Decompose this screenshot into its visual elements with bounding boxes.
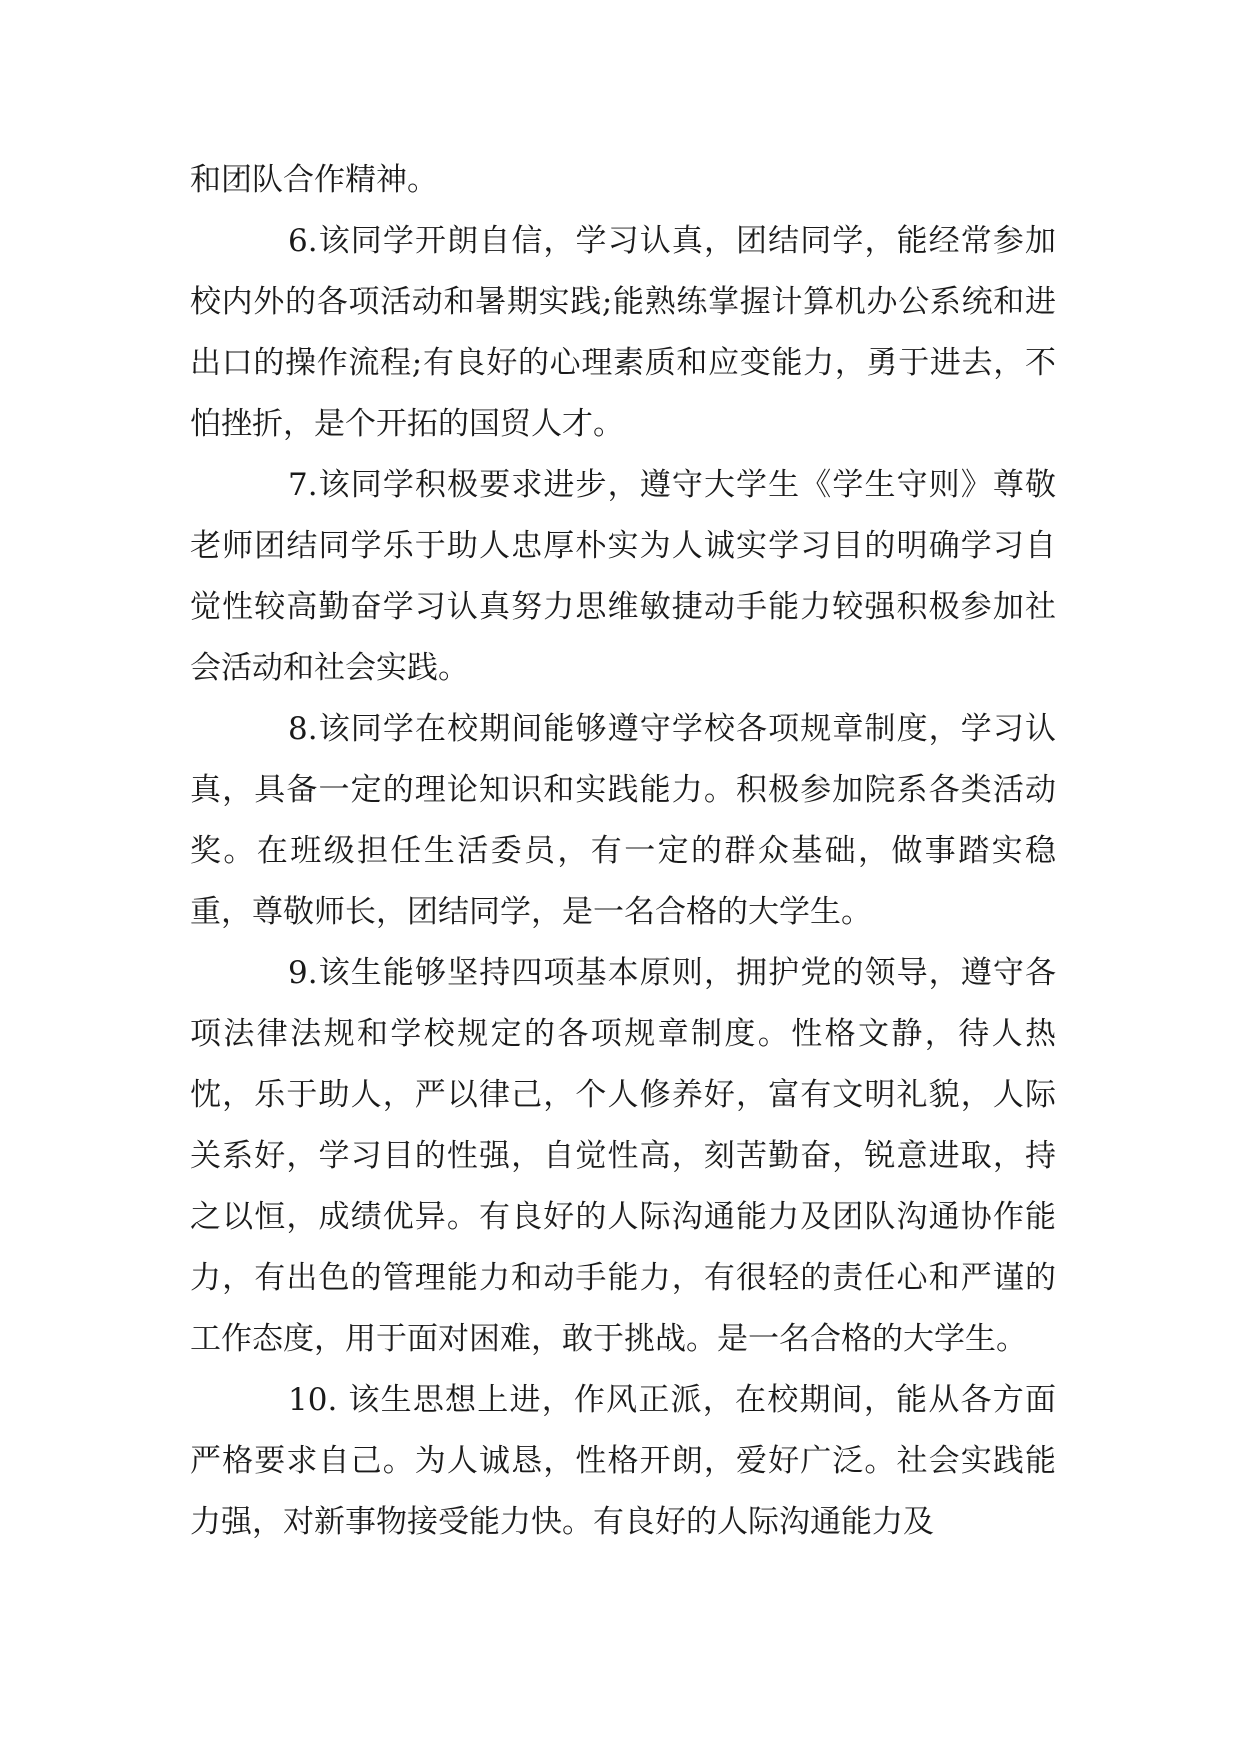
document-body [190, 150, 1056, 1553]
paragraph-item-8: 8.该同学在校期间能够遵守学校各项规章制度，学习认真，具备一定的理论知识和实践能力。积极参加院系各类活动奖。在班级担任生活委员，有一定的群众基础，做事踏实稳重，尊敬师长，团结同学，是一名合格的大学生。 [190, 711, 1056, 930]
paragraph-item-10: 10. 该生思想上进，作风正派，在校期间，能从各方面严格要求自己。为人诚恳，性格开朗，爱好广泛。社会实践能力强，对新事物接受能力快。有良好的人际沟通能力及 [190, 1382, 1056, 1540]
paragraph-item-7: 7.该同学积极要求进步，遵守大学生《学生守则》尊敬老师团结同学乐于助人忠厚朴实为人诚实学习目的明确学习自觉性较高勤奋学习认真努力思维敏捷动手能力较强积极参加社会活动和社会实践。 [190, 467, 1056, 686]
paragraph-item-9: 9.该生能够坚持四项基本原则，拥护党的领导，遵守各项法律法规和学校规定的各项规章制度。性格文静，待人热忱，乐于助人，严以律己，个人修养好，富有文明礼貌，人际关系好，学习目的性强，自觉性高，刻苦勤奋，锐意进取，持之以恒，成绩优异。有良好的人际沟通能力及团队沟通协作能力，有出色的管理能力和动手能力，有很轻的责任心和严谨的工作态度，用于面对困难，敢于挑战。是一名合格的大学生。 [190, 955, 1056, 1357]
paragraph-continuation: 和团队合作精神。 [190, 162, 438, 198]
paragraph-item-6: 6.该同学开朗自信，学习认真，团结同学，能经常参加校内外的各项活动和暑期实践;能熟练掌握计算机办公系统和进出口的操作流程;有良好的心理素质和应变能力，勇于进去，不怕挫折，是个开拓的国贸人才。 [190, 223, 1056, 442]
